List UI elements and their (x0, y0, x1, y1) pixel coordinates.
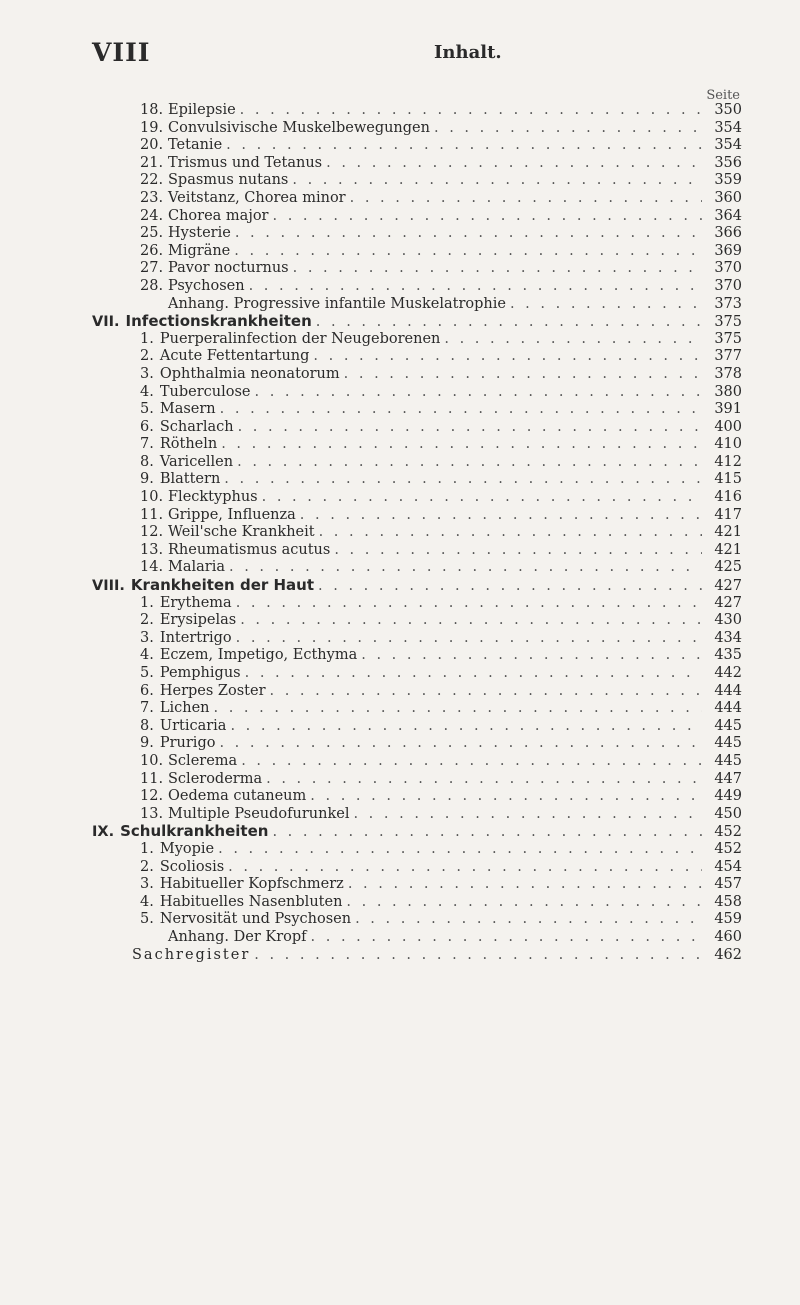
entry-page: 354 (714, 119, 742, 136)
entry-title: Scleroderma (168, 770, 263, 787)
leader-dots (238, 419, 702, 437)
toc-entry (92, 700, 742, 718)
toc-entry (92, 208, 742, 226)
entry-page: 360 (714, 189, 742, 206)
entry-title: Eczem, Impetigo, Ecthyma (159, 647, 358, 664)
entry-number: 4. (140, 383, 154, 400)
entry-title: Tetanie (168, 137, 223, 154)
leader-dots (228, 859, 702, 877)
entry-title: Habitueller Kopfschmerz (159, 876, 344, 893)
entry-number: 11. (140, 506, 164, 523)
leader-dots (510, 296, 702, 314)
entry-number: 8. (140, 717, 154, 734)
entry-page: 462 (714, 946, 742, 963)
entry-title: Urticaria (159, 717, 227, 734)
entry-page: 370 (714, 260, 742, 277)
toc-entry (92, 278, 742, 296)
entry-page: 445 (714, 717, 742, 734)
page-number: VIII (92, 38, 151, 67)
entry-title: Migräne (168, 242, 231, 259)
toc-entry (92, 243, 742, 261)
entry-title: Schulkrankheiten (120, 822, 269, 841)
toc-entry (92, 841, 742, 859)
toc-entry (92, 102, 742, 120)
toc-entry (92, 718, 742, 736)
entry-page: 452 (714, 824, 742, 841)
leader-dots (237, 454, 702, 472)
entry-number: 14. (140, 559, 164, 576)
entry-title: Trismus und Tetanus (168, 154, 323, 171)
leader-dots (361, 647, 702, 665)
toc-entry (92, 771, 742, 789)
entry-title: Convulsivische Muskelbewegungen (168, 119, 430, 136)
leader-dots (249, 278, 702, 296)
entry-number: 4. (140, 893, 154, 910)
entry-number: 9. (140, 735, 154, 752)
toc-entry (92, 296, 742, 314)
leader-dots (254, 947, 702, 965)
entry-title: Acute Fettentartung (159, 348, 310, 365)
leader-dots (266, 771, 702, 789)
entry-title: Erythema (159, 594, 232, 611)
leader-dots (236, 595, 702, 613)
entry-page: 459 (714, 911, 742, 928)
leader-dots (230, 718, 702, 736)
entry-number: 8. (140, 453, 154, 470)
entry-title: Nervosität und Psychosen (159, 911, 352, 928)
leader-dots (240, 612, 702, 630)
entry-page: 415 (714, 471, 742, 488)
leader-dots (348, 876, 702, 894)
toc-entry (92, 929, 742, 947)
toc-entry (92, 507, 742, 525)
entry-number: 28. (140, 277, 164, 294)
leader-dots (220, 401, 702, 419)
entry-number: 12. (140, 788, 164, 805)
leader-dots (235, 225, 702, 243)
leader-dots (219, 735, 702, 753)
entry-number: 4. (140, 647, 154, 664)
entry-page: 378 (714, 365, 742, 382)
entry-title: Erysipelas (159, 612, 237, 629)
entry-title: Puerperalinfection der Neugeborenen (159, 330, 441, 347)
leader-dots (311, 929, 702, 947)
toc-entry (92, 876, 742, 894)
toc-entry (92, 120, 742, 138)
entry-number: 26. (140, 242, 164, 259)
page-column-label: Seite (706, 88, 740, 103)
leader-dots (326, 155, 702, 173)
entry-page: 377 (714, 348, 742, 365)
entry-title: Anhang. Progressive infantile Muskelatrophie (168, 295, 506, 312)
entry-title: Ophthalmia neonatorum (159, 365, 340, 382)
leader-dots (444, 331, 702, 349)
entry-page: 356 (714, 154, 742, 171)
entry-title: Infectionskrankheiten (125, 312, 312, 331)
entry-page: 458 (714, 893, 742, 910)
leader-dots (319, 524, 702, 542)
entry-page: 369 (714, 242, 742, 259)
toc-entry (92, 595, 742, 613)
entry-title: Prurigo (159, 735, 216, 752)
table-of-contents (92, 102, 742, 964)
entry-page: 373 (714, 295, 742, 312)
leader-dots (270, 683, 703, 701)
entry-number: 7. (140, 700, 154, 717)
entry-title: Multiple Pseudofurunkel (168, 805, 350, 822)
leader-dots (234, 243, 702, 261)
entry-page: 354 (714, 137, 742, 154)
leader-dots (255, 384, 703, 402)
entry-title: Rötheln (159, 436, 218, 453)
toc-section (92, 823, 742, 841)
entry-number: 23. (140, 189, 164, 206)
entry-title: Krankheiten der Haut (130, 576, 315, 595)
entry-page: 452 (714, 840, 742, 857)
toc-entry (92, 489, 742, 507)
leader-dots (241, 753, 702, 771)
entry-page: 435 (714, 647, 742, 664)
toc-entry (92, 542, 742, 560)
entry-number: 10. (140, 752, 164, 769)
entry-number: 1. (140, 594, 154, 611)
entry-number: VIII. (92, 578, 125, 595)
toc-entry (92, 331, 742, 349)
entry-title: Veitstanz, Chorea minor (168, 189, 346, 206)
entry-title: Scoliosis (159, 858, 225, 875)
entry-page: 427 (714, 594, 742, 611)
entry-page: 444 (714, 700, 742, 717)
entry-page: 366 (714, 225, 742, 242)
entry-page: 425 (714, 559, 742, 576)
leader-dots (353, 806, 702, 824)
entry-number: 2. (140, 348, 154, 365)
entry-title: Oedema cutaneum (168, 788, 307, 805)
toc-entry (92, 911, 742, 929)
entry-title: Intertrigo (159, 629, 232, 646)
toc-entry (92, 859, 742, 877)
entry-number: 9. (140, 471, 154, 488)
toc-entry (92, 454, 742, 472)
leader-dots (318, 578, 702, 596)
entry-title: Pavor nocturnus (168, 260, 289, 277)
entry-page: 364 (714, 207, 742, 224)
leader-dots (272, 824, 702, 842)
entry-number: 6. (140, 682, 154, 699)
toc-entry (92, 190, 742, 208)
entry-page: 380 (714, 383, 742, 400)
toc-entry (92, 155, 742, 173)
entry-page: 375 (714, 314, 742, 331)
entry-title: Psychosen (168, 277, 245, 294)
entry-page: 421 (714, 524, 742, 541)
leader-dots (229, 559, 702, 577)
entry-page: 445 (714, 735, 742, 752)
toc-section (92, 577, 742, 595)
toc-entry (92, 436, 742, 454)
entry-title: Habituelles Nasenbluten (159, 893, 343, 910)
entry-number: 2. (140, 612, 154, 629)
leader-dots (226, 137, 702, 155)
leader-dots (262, 489, 702, 507)
entry-number: 21. (140, 154, 164, 171)
entry-page: 444 (714, 682, 742, 699)
toc-entry (92, 647, 742, 665)
entry-number: 5. (140, 665, 154, 681)
entry-title: Myopie (159, 840, 215, 857)
entry-page: 375 (714, 330, 742, 347)
leader-dots (221, 436, 702, 454)
toc-entry (92, 172, 742, 190)
entry-number: 2. (140, 858, 154, 875)
toc-entry (92, 366, 742, 384)
entry-number: 19. (140, 119, 164, 136)
toc-entry (92, 401, 742, 419)
toc-entry (92, 630, 742, 648)
leader-dots (434, 120, 702, 138)
toc-section (92, 313, 742, 331)
entry-page: 410 (714, 436, 742, 453)
leader-dots (316, 314, 702, 332)
entry-number: 3. (140, 629, 154, 646)
entry-title: Blattern (159, 471, 221, 488)
entry-number: 12. (140, 524, 164, 541)
toc-entry (92, 735, 742, 753)
toc-entry (92, 683, 742, 701)
toc-entry (92, 788, 742, 806)
entry-number: 11. (140, 770, 164, 787)
toc-entry (92, 384, 742, 402)
leader-dots (240, 102, 702, 120)
leader-dots (293, 260, 702, 278)
leader-dots (350, 190, 702, 208)
toc-entry (92, 894, 742, 912)
entry-title: Chorea major (168, 207, 269, 224)
entry-title: Spasmus nutans (168, 172, 289, 189)
toc-entry (92, 947, 742, 965)
leader-dots (272, 208, 702, 226)
entry-page: 454 (714, 858, 742, 875)
leader-dots (344, 366, 702, 384)
entry-title: Anhang. Der Kropf (168, 928, 307, 945)
toc-entry (92, 260, 742, 278)
toc-entry (92, 524, 742, 542)
entry-title: Malaria (168, 559, 225, 576)
entry-number: 13. (140, 805, 164, 822)
toc-entry (92, 471, 742, 489)
entry-number: 20. (140, 137, 164, 154)
entry-title: Tuberculose (159, 383, 251, 400)
entry-page: 430 (714, 612, 742, 629)
toc-entry (92, 753, 742, 771)
entry-page: 460 (714, 928, 742, 945)
entry-title: Hysterie (168, 225, 231, 242)
leader-dots (218, 841, 702, 859)
leader-dots (310, 788, 702, 806)
entry-title: Sachregister (132, 946, 251, 963)
leader-dots (292, 172, 702, 190)
entry-number: 5. (140, 401, 154, 418)
leader-dots (224, 471, 702, 489)
leader-dots (300, 507, 702, 525)
entry-title: Varicellen (159, 453, 234, 470)
toc-entry (92, 419, 742, 437)
entry-page: 427 (714, 578, 742, 595)
page-header (92, 38, 732, 68)
entry-page: 350 (714, 102, 742, 118)
entry-page: 391 (714, 401, 742, 418)
entry-page: 359 (714, 172, 742, 189)
leader-dots (214, 700, 703, 718)
entry-page: 421 (714, 541, 742, 558)
toc-entry (92, 612, 742, 630)
entry-number: 6. (140, 418, 154, 435)
entry-number: 1. (140, 840, 154, 857)
leader-dots (334, 542, 702, 560)
entry-number: 10. (140, 489, 164, 506)
leader-dots (346, 894, 702, 912)
entry-title: Epilepsie (168, 102, 236, 118)
entry-number: 3. (140, 365, 154, 382)
entry-number: 22. (140, 172, 164, 189)
entry-number: 27. (140, 260, 164, 277)
entry-page: 449 (714, 788, 742, 805)
running-title: Inhalt. (434, 42, 502, 63)
entry-title: Rheumatismus acutus (168, 541, 331, 558)
toc-entry (92, 806, 742, 824)
entry-number: 7. (140, 436, 154, 453)
leader-dots (355, 911, 702, 929)
toc-entry (92, 225, 742, 243)
entry-number: 1. (140, 330, 154, 347)
entry-page: 370 (714, 277, 742, 294)
entry-title: Scharlach (159, 418, 234, 435)
entry-title: Sclerema (168, 752, 238, 769)
entry-page: 434 (714, 629, 742, 646)
entry-number: 18. (140, 102, 164, 118)
entry-title: Lichen (159, 700, 210, 717)
entry-page: 417 (714, 506, 742, 523)
entry-number: VII. (92, 314, 120, 331)
toc-entry (92, 137, 742, 155)
entry-number: 5. (140, 911, 154, 928)
entry-page: 445 (714, 752, 742, 769)
entry-page: 457 (714, 876, 742, 893)
entry-title: Weil'sche Krankheit (168, 524, 315, 541)
toc-entry (92, 559, 742, 577)
entry-title: Flecktyphus (168, 489, 258, 506)
entry-number: 13. (140, 541, 164, 558)
toc-entry (92, 665, 742, 683)
entry-number: 3. (140, 876, 154, 893)
entry-number: IX. (92, 824, 115, 841)
entry-page: 447 (714, 770, 742, 787)
entry-title: Masern (159, 401, 216, 418)
entry-number: 24. (140, 207, 164, 224)
toc-entry (92, 348, 742, 366)
leader-dots (236, 630, 702, 648)
entry-title: Herpes Zoster (159, 682, 266, 699)
entry-page: 400 (714, 418, 742, 435)
leader-dots (245, 665, 702, 683)
entry-title: Grippe, Influenza (168, 506, 296, 523)
entry-title: Pemphigus (159, 665, 241, 681)
entry-page: 450 (714, 805, 742, 822)
entry-page: 416 (714, 489, 742, 506)
entry-page: 442 (714, 665, 742, 681)
entry-page: 412 (714, 453, 742, 470)
entry-number: 25. (140, 225, 164, 242)
leader-dots (313, 348, 702, 366)
